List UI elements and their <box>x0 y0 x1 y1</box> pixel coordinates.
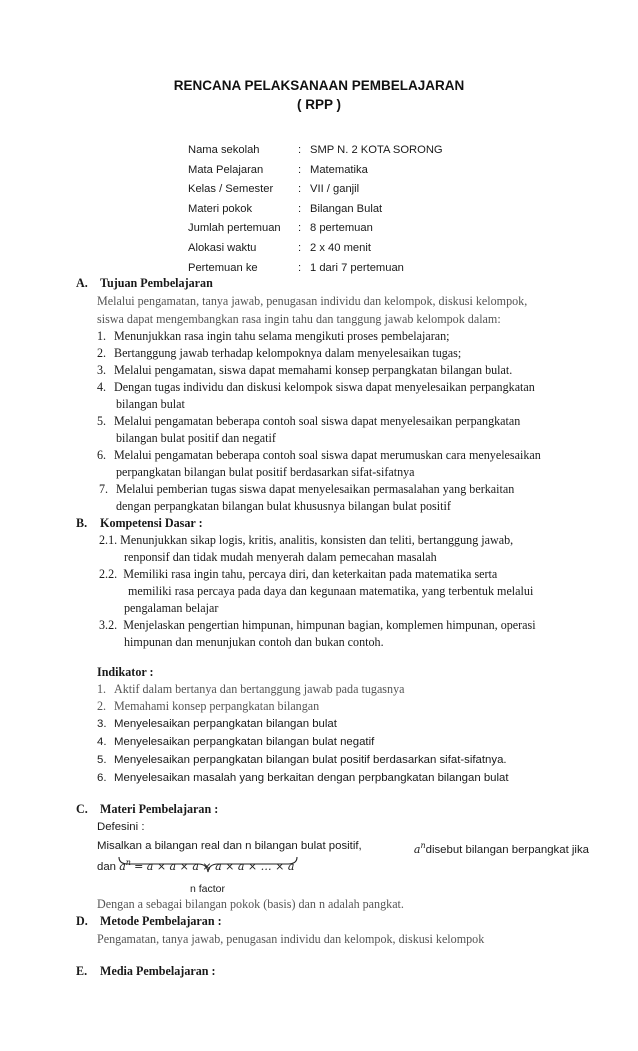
list-item-cont: dengan perpangkatan bilangan bulat khususnya bilangan bulat positif <box>116 499 451 513</box>
definition-closing: Dengan a sebagai bilangan pokok (basis) dan n adalah pangkat. <box>97 897 404 911</box>
info-row <box>188 239 443 259</box>
list-item-cont: bilangan bulat <box>116 397 185 411</box>
section-e-letter: E. <box>76 964 88 978</box>
list-item: 5. Melalui pengamatan beberapa contoh soal siswa dapat menyelesaikan perpangkatan <box>97 414 521 428</box>
section-c-title: Materi Pembelajaran : <box>100 802 219 816</box>
info-label: Pertemuan ke <box>188 261 258 274</box>
info-row <box>188 200 443 220</box>
list-item: 2. Memahami konsep perpangkatan bilangan <box>97 699 320 713</box>
section-e-heading <box>76 963 216 979</box>
definition-label: Defesini : <box>97 821 145 833</box>
section-a-heading <box>76 275 213 291</box>
list-item: 2.2. Memiliki rasa ingin tahu, percaya diri, dan keterkaitan pada matematika serta <box>99 567 498 581</box>
info-colon: : <box>298 241 302 254</box>
info-colon: : <box>298 261 302 274</box>
section-c-heading <box>76 801 218 817</box>
section-a-title: Tujuan Pembelajaran <box>100 276 213 290</box>
info-value: Matematika <box>310 163 368 176</box>
info-label: Nama sekolah <box>188 144 260 156</box>
info-label: Materi pokok <box>188 202 253 215</box>
section-b-letter: B. <box>76 516 88 530</box>
info-value: SMP N. 2 KOTA SORONG <box>310 144 443 156</box>
info-colon: : <box>298 183 302 196</box>
list-item: 2. Bertanggung jawab terhadap kelompoknya dalam menyelesaikan tugas; <box>97 346 462 360</box>
info-value: 8 pertemuan <box>310 222 373 235</box>
info-colon: : <box>298 202 302 215</box>
list-item-cont: himpunan dan menunjukan contoh dan bukan contoh. <box>124 635 384 649</box>
section-a-intro-1: Melalui pengamatan, tanya jawab, penugasan individu dan kelompok, diskusi kelompok, <box>97 294 528 308</box>
section-e-title: Media Pembelajaran : <box>100 964 216 978</box>
definition-line-2: dan $a^n = a \times a \times a \times a \times a$ × … × a <box>97 858 295 873</box>
section-d-title: Metode Pembelajaran : <box>100 914 222 928</box>
info-table <box>188 141 443 278</box>
list-item: 5. Menyelesaikan perpangkatan bilangan bulat positif berdasarkan sifat-sifatnya. <box>97 754 507 766</box>
list-item-cont: renponsif dan tidak mudah menyerah dalam pemecahan masalah <box>124 550 437 564</box>
section-d-letter: D. <box>76 914 88 928</box>
info-label: Kelas / Semester <box>188 183 274 196</box>
info-colon: : <box>298 163 302 176</box>
list-item-cont: pengalaman belajar <box>124 601 219 615</box>
info-label: Alokasi waktu <box>188 241 257 254</box>
section-b-heading <box>76 515 203 531</box>
list-item: 6. Melalui pengamatan beberapa contoh soal siswa dapat merumuskan cara menyelesaikan <box>97 448 541 462</box>
info-label: Jumlah pertemuan <box>188 222 281 235</box>
list-item-cont: bilangan bulat positif dan negatif <box>116 431 276 445</box>
list-item: 3.2. Menjelaskan pengertian himpunan, himpunan bagian, komplemen himpunan, operasi <box>99 618 536 632</box>
list-item: 6. Menyelesaikan masalah yang berkaitan dengan perpbangkatan bilangan bulat <box>97 772 509 784</box>
list-item-cont: memiliki rasa percaya pada daya dan kegunaan matematika, yang terbentuk melalui <box>128 584 534 598</box>
list-item: 2.1. Menunjukkan sikap logis, kritis, analitis, konsisten dan teliti, bertanggung jawab, <box>99 533 514 547</box>
info-row <box>188 180 443 200</box>
list-item-cont: perpangkatan bilangan bulat positif berdasarkan sifat-sifatnya <box>116 465 415 479</box>
info-colon: : <box>298 144 302 156</box>
list-item: 4. Menyelesaikan perpangkatan bilangan bulat negatif <box>97 736 375 748</box>
info-row <box>188 219 443 239</box>
indikator-heading: Indikator : <box>97 665 154 679</box>
info-value: VII / ganjil <box>310 183 360 196</box>
info-value: 1 dari 7 pertemuan <box>310 261 404 274</box>
list-item: 1. Menunjukkan rasa ingin tahu selama mengikuti proses pembelajaran; <box>97 329 450 343</box>
info-row <box>188 161 443 181</box>
list-item: 3. Melalui pengamatan, siswa dapat memahami konsep perpangkatan bilangan bulat. <box>97 363 513 377</box>
info-row <box>188 259 443 279</box>
section-c-letter: C. <box>76 802 88 816</box>
definition-line-1: Misalkan a bilangan real dan n bilangan bulat positif, $a^ndisebut$ bilangan berpangkat jika <box>97 840 589 856</box>
section-d-text: Pengamatan, tanya jawab, penugasan individu dan kelompok, diskusi kelompok <box>97 932 485 946</box>
list-item: 4. Dengan tugas individu dan diskusi kelompok siswa dapat menyelesaikan perpangkatan <box>97 380 535 394</box>
section-a-letter: A. <box>76 276 88 290</box>
section-a-intro-2: siswa dapat mengembangkan rasa ingin tahu dan tanggung jawab kelompok dalam: <box>97 312 501 326</box>
info-label: Mata Pelajaran <box>188 163 264 176</box>
info-colon: : <box>298 222 302 235</box>
underbrace-icon <box>118 855 298 875</box>
document-title: RENCANA PELAKSANAAN PEMBELAJARAN <box>173 78 465 93</box>
list-item: 3. Menyelesaikan perpangkatan bilangan bulat <box>97 718 337 730</box>
info-value: Bilangan Bulat <box>310 202 383 215</box>
list-item: 7. Melalui pemberian tugas siswa dapat menyelesaikan permasalahan yang berkaitan <box>99 482 515 496</box>
info-row <box>188 141 443 161</box>
section-b-title: Kompetensi Dasar : <box>100 516 203 530</box>
document-subtitle: ( RPP ) <box>296 97 341 112</box>
list-item: 1. Aktif dalam bertanya dan bertanggung jawab pada tugasnya <box>97 682 405 696</box>
n-factor-label: n factor <box>190 883 226 895</box>
info-value: 2 x 40 menit <box>310 241 371 254</box>
section-d-heading <box>76 913 222 929</box>
